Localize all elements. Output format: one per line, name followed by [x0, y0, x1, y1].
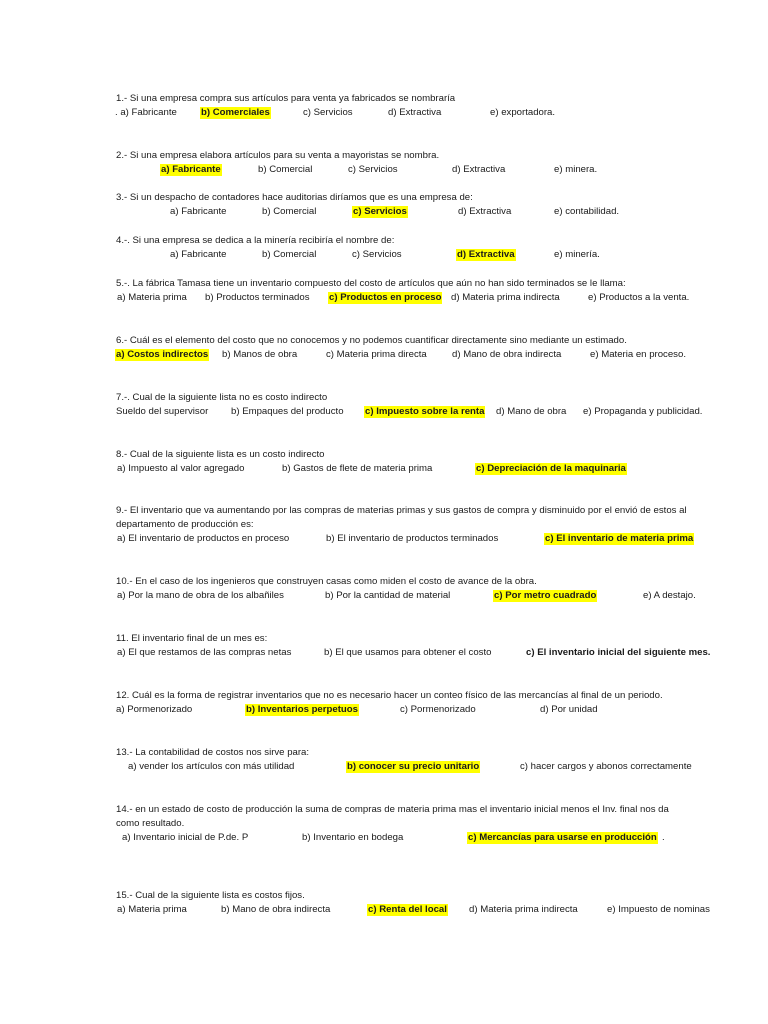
q8-option-b: b) Gastos de flete de materia prima: [282, 463, 433, 474]
q9-option-c-answer: c) El inventario de materia prima: [545, 533, 694, 544]
q4-option-d-answer: d) Extractiva: [457, 249, 515, 260]
question-2-text: 2.- Si una empresa elabora artículos para su venta a mayoristas se nombra.: [116, 150, 440, 161]
q8-option-c-answer: c) Depreciación de la maquinaria: [476, 463, 626, 474]
question-11-text: 11. El inventario final de un mes es:: [116, 633, 268, 644]
q3-option-d: d) Extractiva: [458, 206, 512, 217]
question-6-text: 6.- Cuál es el elemento del costo que no conocemos y no podemos cuantificar directamente sino mediante un estimado.: [116, 335, 627, 346]
q1-option-e: e) exportadora.: [490, 107, 556, 118]
q11-option-a: a) El que restamos de las compras netas: [117, 647, 292, 658]
q4-option-b: b) Comercial: [262, 249, 317, 260]
q13-option-b-answer: b) conocer su precio unitario: [347, 761, 480, 772]
q2-option-d: d) Extractiva: [452, 164, 506, 175]
q15-option-e: e) Impuesto de nominas: [607, 904, 710, 915]
q15-option-d: d) Materia prima indirecta: [469, 904, 578, 915]
q1-option-a: . a) Fabricante: [115, 107, 177, 118]
q2-option-a-answer: a) Fabricante: [161, 164, 221, 175]
q14-option-b: b) Inventario en bodega: [302, 832, 404, 843]
q14-trailing-period: .: [662, 832, 665, 843]
q6-option-e: e) Materia en proceso.: [590, 349, 686, 360]
q3-option-a: a) Fabricante: [170, 206, 227, 217]
q10-option-a: a) Por la mano de obra de los albañiles: [117, 590, 284, 601]
q2-option-b: b) Comercial: [258, 164, 313, 175]
q5-option-a: a) Materia prima: [117, 292, 187, 303]
q7-option-c-answer: c) Impuesto sobre la renta: [365, 406, 485, 417]
q8-option-a: a) Impuesto al valor agregado: [117, 463, 245, 474]
q10-option-e: e) A destajo.: [643, 590, 696, 601]
q9-option-b: b) El inventario de productos terminados: [326, 533, 499, 544]
q10-option-b: b) Por la cantidad de material: [325, 590, 451, 601]
q5-option-c-answer: c) Productos en proceso: [329, 292, 442, 303]
question-9-text-line-1: 9.- El inventario que va aumentando por las compras de materias primas y sus gastos de compra y disminuido por el envió de estos al: [116, 505, 687, 516]
question-9-text-line-2: departamento de producción es:: [116, 519, 254, 530]
q6-option-c: c) Materia prima directa: [326, 349, 427, 360]
q4-option-c: c) Servicios: [352, 249, 402, 260]
q2-option-e: e) minera.: [554, 164, 598, 175]
q12-option-b-answer: b) Inventarios perpetuos: [246, 704, 358, 715]
q1-option-c: c) Servicios: [303, 107, 353, 118]
q9-option-a: a) El inventario de productos en proceso: [117, 533, 290, 544]
q4-option-a: a) Fabricante: [170, 249, 227, 260]
question-10-text: 10.- En el caso de los ingenieros que construyen casas como miden el costo de avance de la obra.: [116, 576, 537, 587]
q15-option-b: b) Mano de obra indirecta: [221, 904, 331, 915]
question-8-text: 8.- Cual de la siguiente lista es un costo indirecto: [116, 449, 325, 460]
q10-option-c-answer: c) Por metro cuadrado: [494, 590, 597, 601]
q2-option-c: c) Servicios: [348, 164, 398, 175]
question-14-text-line-2: como resultado.: [116, 818, 185, 829]
question-12-text: 12. Cuál es la forma de registrar inventarios que no es necesario hacer un conteo físico de las mercancías al final de un periodo.: [116, 690, 663, 701]
q1-option-b-answer: b) Comerciales: [201, 107, 270, 118]
q14-option-a: a) Inventario inicial de P.de. P: [122, 832, 249, 843]
q15-option-c-answer: c) Renta del local: [368, 904, 447, 915]
q5-option-b: b) Productos terminados: [205, 292, 310, 303]
q5-option-e: e) Productos a la venta.: [588, 292, 690, 303]
q11-option-b: b) El que usamos para obtener el costo: [324, 647, 492, 658]
q3-option-e: e) contabilidad.: [554, 206, 620, 217]
q1-option-d: d) Extractiva: [388, 107, 442, 118]
question-14-text-line-1: 14.- en un estado de costo de producción la suma de compras de materia prima mas el inventario inicial menos el Inv. final nos da: [116, 804, 669, 815]
question-15-text: 15.- Cual de la siguiente lista es costos fijos.: [116, 890, 305, 901]
q15-option-a: a) Materia prima: [117, 904, 187, 915]
q13-option-a: a) vender los artículos con más utilidad: [128, 761, 295, 772]
question-7-text: 7.-. Cual de la siguiente lista no es costo indirecto: [116, 392, 328, 403]
q3-option-b: b) Comercial: [262, 206, 317, 217]
q3-option-c-answer: c) Servicios: [353, 206, 407, 217]
question-5-text: 5.-. La fábrica Tamasa tiene un inventario compuesto del costo de artículos que aún no han sido terminados se le llama:: [116, 278, 626, 289]
q7-option-a: Sueldo del supervisor: [116, 406, 209, 417]
q12-option-a: a) Pormenorizado: [116, 704, 193, 715]
question-3-text: 3.- Si un despacho de contadores hace auditorias diríamos que es una empresa de:: [116, 192, 473, 203]
q7-option-b: b) Empaques del producto: [231, 406, 344, 417]
question-13-text: 13.- La contabilidad de costos nos sirve para:: [116, 747, 310, 758]
question-1-text: 1.- Si una empresa compra sus artículos para venta ya fabricados se nombraría: [116, 93, 456, 104]
q6-option-d: d) Mano de obra indirecta: [452, 349, 562, 360]
q4-option-e: e) minería.: [554, 249, 600, 260]
q7-option-e: e) Propaganda y publicidad.: [583, 406, 703, 417]
q12-option-c: c) Pormenorizado: [400, 704, 476, 715]
q12-option-d: d) Por unidad: [540, 704, 598, 715]
q11-option-c-answer: c) El inventario inicial del siguiente mes.: [526, 647, 711, 658]
q5-option-d: d) Materia prima indirecta: [451, 292, 560, 303]
question-4-text: 4.-. Si una empresa se dedica a la minería recibiría el nombre de:: [116, 235, 395, 246]
q14-option-c-answer: c) Mercancías para usarse en producción: [468, 832, 657, 843]
q6-option-b: b) Manos de obra: [222, 349, 298, 360]
q13-option-c: c) hacer cargos y abonos correctamente: [520, 761, 692, 772]
q7-option-d: d) Mano de obra: [496, 406, 567, 417]
q6-option-a-answer: a) Costos indirectos: [116, 349, 209, 360]
